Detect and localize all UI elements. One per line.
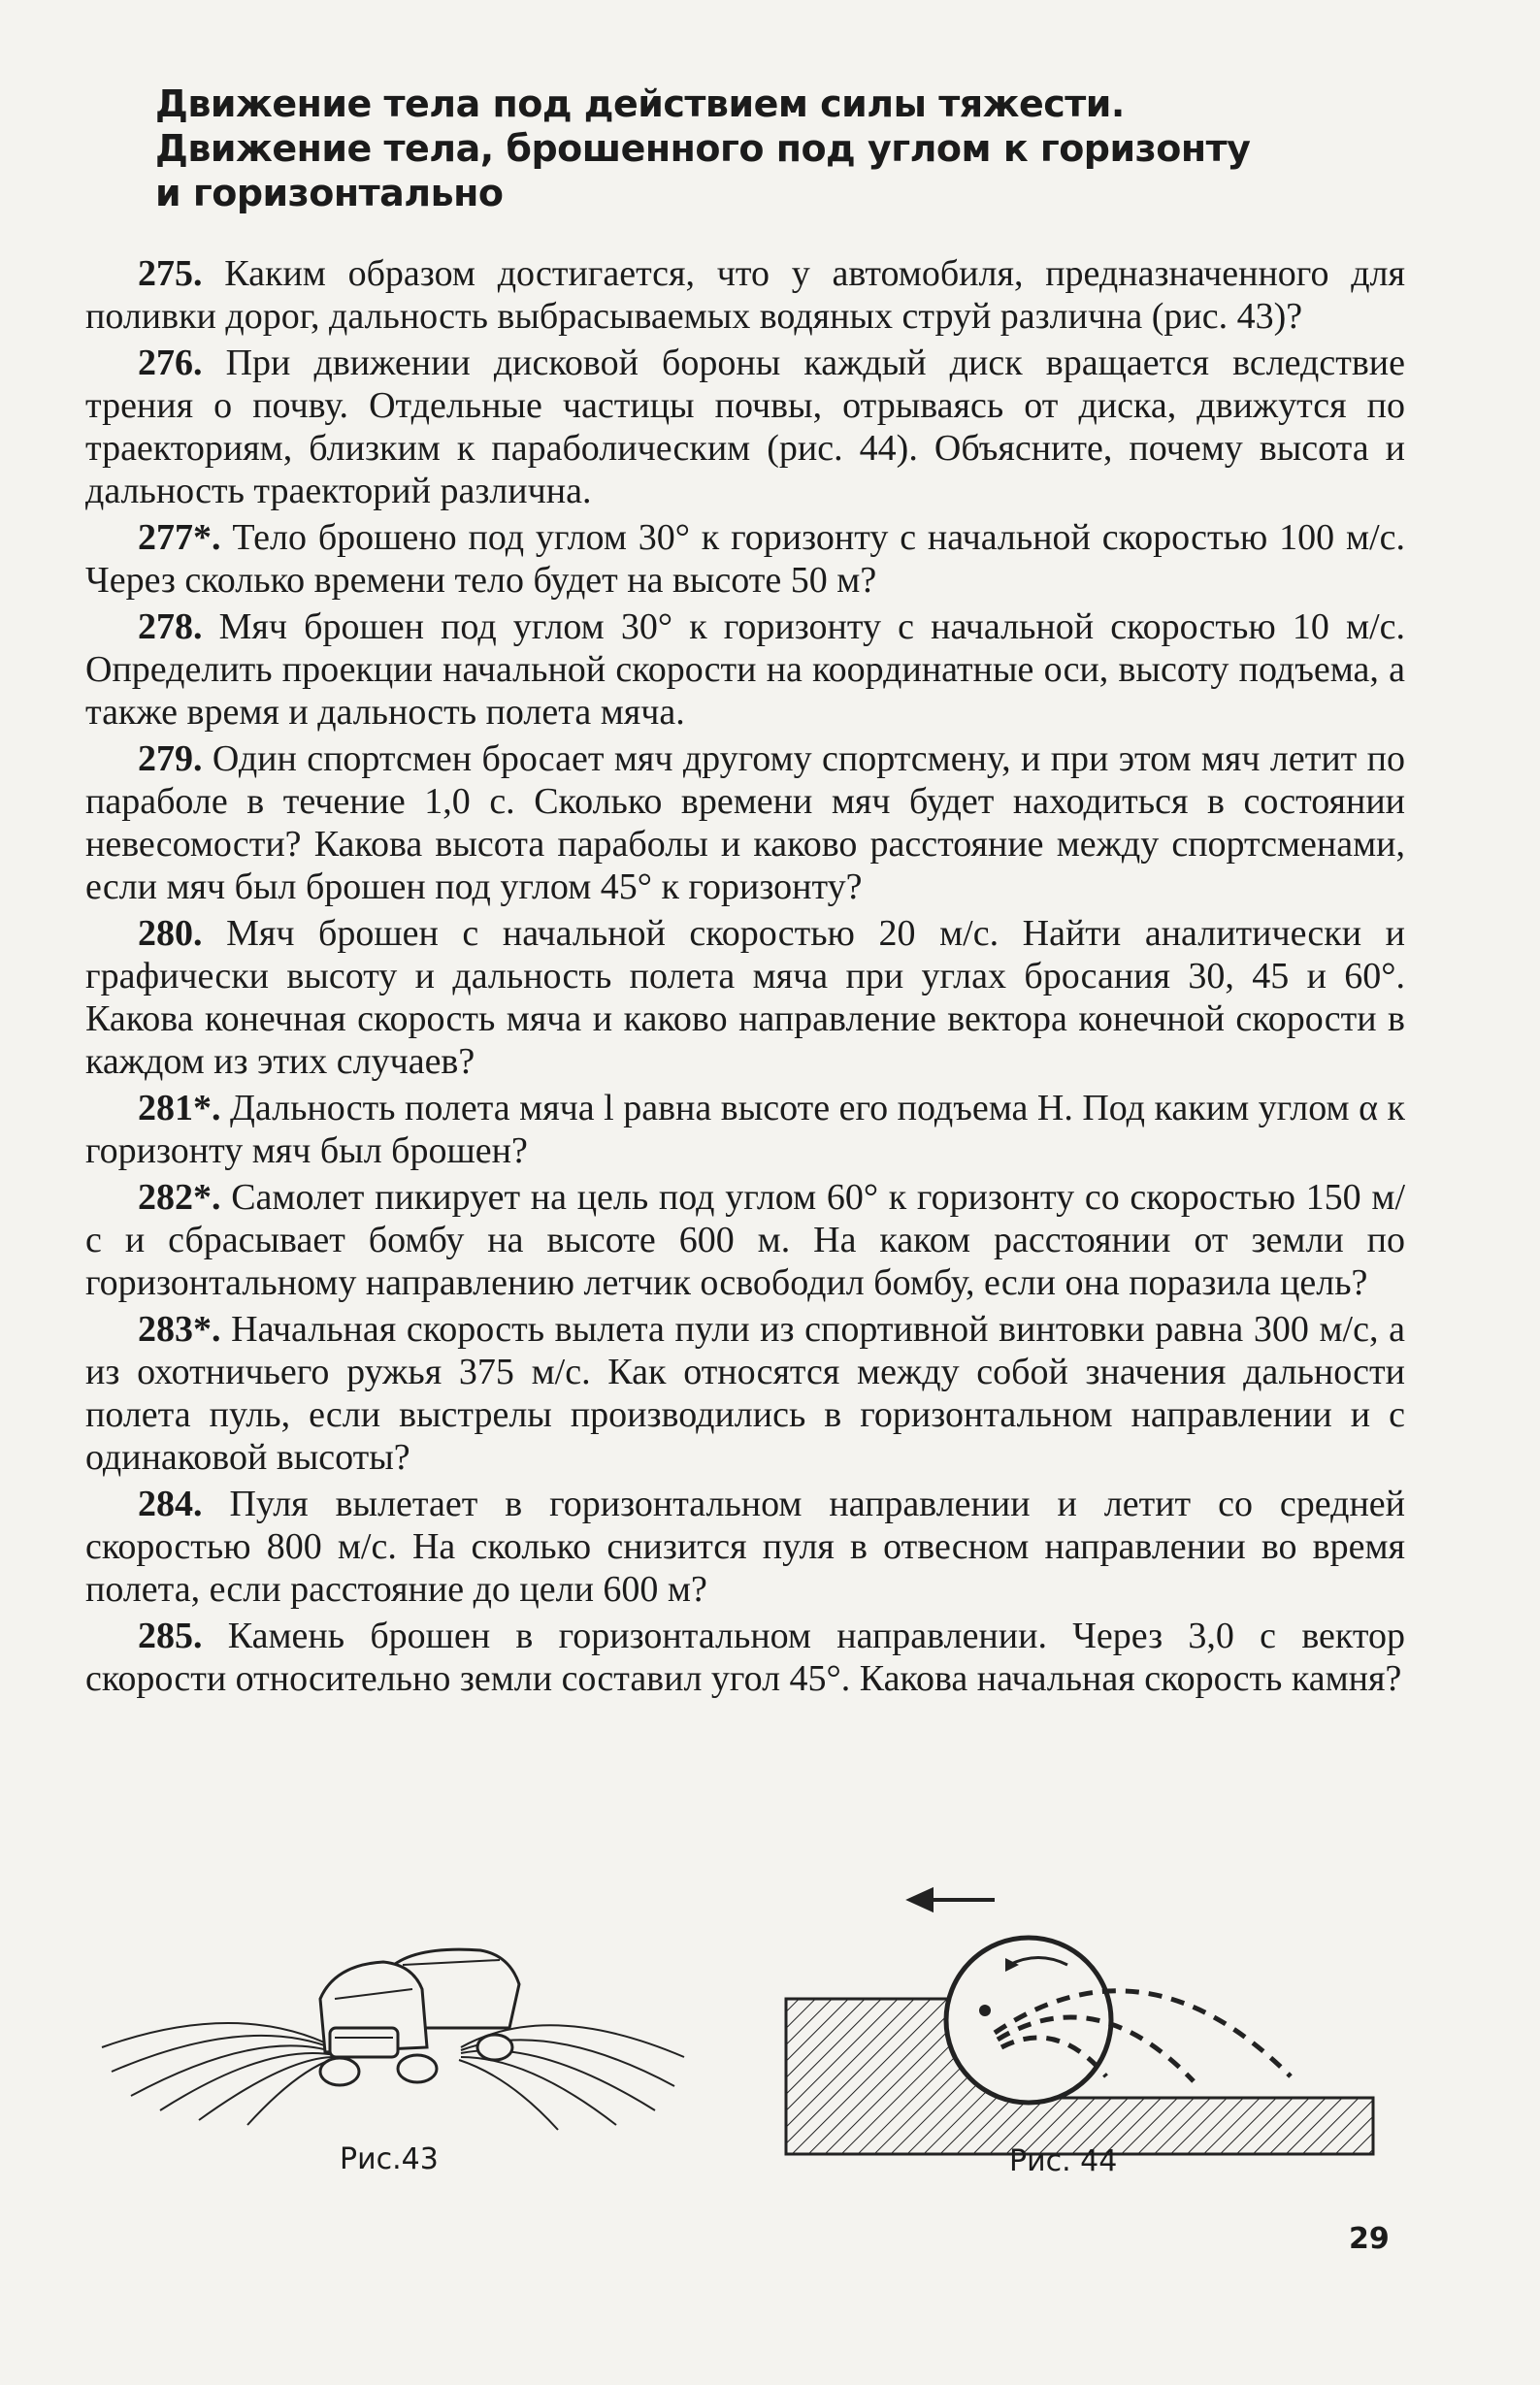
problem-number: 282*.: [138, 1177, 221, 1218]
problem-text: Мяч брошен под углом 30° к горизонту с начальной скоростью 10 м/с. Определить проекции начальной скорости на координатные оси, высоту подъема, а также время и дальность полета мяча.: [85, 606, 1405, 733]
figure-43-watering-truck: [92, 1892, 704, 2173]
page-number: 29: [1349, 2222, 1390, 2256]
problem-280: [85, 912, 1405, 1083]
problem-283: [85, 1308, 1405, 1479]
problem-text: Тело брошено под углом 30° к горизонту с начальной скоростью 100 м/с. Через сколько времени тело будет на высоте 50 м?: [85, 517, 1405, 601]
problem-number: 276.: [138, 343, 203, 383]
problem-276: [85, 342, 1405, 512]
section-heading: [155, 82, 1271, 215]
water-jet: [459, 2060, 558, 2130]
problem-number: 275.: [138, 253, 203, 294]
problem-278: [85, 605, 1405, 734]
problem-285: [85, 1615, 1405, 1700]
problem-number: 285.: [138, 1616, 203, 1656]
truck-grille: [330, 2028, 398, 2057]
problem-list: [85, 252, 1405, 1704]
problem-text: Самолет пикирует на цель под углом 60° к горизонту со скоростью 150 м/с и сбрасывает бомбу на высоте 600 м. На каком расстоянии от земли по горизонтальному направлению летчик освободил бомбу, если она поразила цель?: [85, 1177, 1405, 1303]
truck-wheel: [398, 2055, 437, 2082]
problem-number: 281*.: [138, 1088, 221, 1128]
problem-279: [85, 737, 1405, 908]
heading-line-1: Движение тела под действием силы тяжести.: [155, 82, 1125, 125]
problem-275: [85, 252, 1405, 338]
problem-number: 284.: [138, 1484, 203, 1524]
heading-line-2: Движение тела, брошенного под углом к горизонту: [155, 127, 1251, 170]
problem-number: 278.: [138, 606, 203, 647]
heading-line-3: и горизонтально: [155, 172, 504, 214]
problem-text: Один спортсмен бросает мяч другому спортсмену, и при этом мяч летит по параболе в течение 1,0 с. Сколько времени мяч будет находиться в состоянии невесомости? Какова высота параболы и каково расстояние между спортсменами, если мяч был брошен под углом 45° к горизонту?: [85, 738, 1405, 907]
truck-wheel: [320, 2058, 359, 2085]
problem-number: 280.: [138, 913, 203, 954]
problem-text: Каким образом достигается, что у автомобиля, предназначенного для поливки дорог, дальность выбрасываемых водяных струй различна (рис. 43)?: [85, 253, 1405, 337]
water-jet: [461, 2057, 616, 2125]
problem-text: При движении дисковой бороны каждый диск вращается вследствие трения о почву. Отдельные частицы почвы, отрываясь от диска, движутся по траекториям, близким к параболическим (рис. 44). Объясните, почему высота и дальность траекторий различна.: [85, 343, 1405, 511]
problem-text: Пуля вылетает в горизонтальном направлении и летит со средней скоростью 800 м/с. На сколько снизится пуля в отвесном направлении во время полета, если расстояние до цели 600 м?: [85, 1484, 1405, 1610]
problem-text: Камень брошен в горизонтальном направлении. Через 3,0 с вектор скорости относительно земли составил угол 45°. Какова начальная скорость камня?: [85, 1616, 1405, 1699]
problem-number: 277*.: [138, 517, 221, 558]
problem-text: Дальность полета мяча l равна высоте его подъема H. Под каким углом α к горизонту мяч был брошен?: [85, 1088, 1405, 1171]
truck-wheel: [477, 2035, 512, 2060]
problem-284: [85, 1483, 1405, 1611]
problem-277: [85, 516, 1405, 602]
figure-43-caption: Рис.43: [340, 2142, 439, 2176]
problem-text: Мяч брошен с начальной скоростью 20 м/с. Найти аналитически и графически высоту и дальность полета мяча при углах бросания 30, 45 и 60°. Какова конечная скорость мяча и каково направление вектора конечной скорости в каждом из этих случаев?: [85, 913, 1405, 1082]
figure-44-caption: Рис. 44: [1009, 2144, 1118, 2178]
problem-282: [85, 1176, 1405, 1304]
problem-text: Начальная скорость вылета пули из спортивной винтовки равна 300 м/с, а из охотничьего ружья 375 м/с. Как относятся между собой значения дальности полета пуль, если выстрелы производились в горизонтальном направлении и с одинаковой высоты?: [85, 1309, 1405, 1478]
water-jet: [102, 2023, 335, 2047]
figure-44-harrow-disc: [776, 1873, 1378, 2164]
problem-number: 283*.: [138, 1309, 221, 1350]
problem-number: 279.: [138, 738, 203, 779]
problem-281: [85, 1087, 1405, 1172]
arrow-left-icon: [910, 1890, 995, 1910]
